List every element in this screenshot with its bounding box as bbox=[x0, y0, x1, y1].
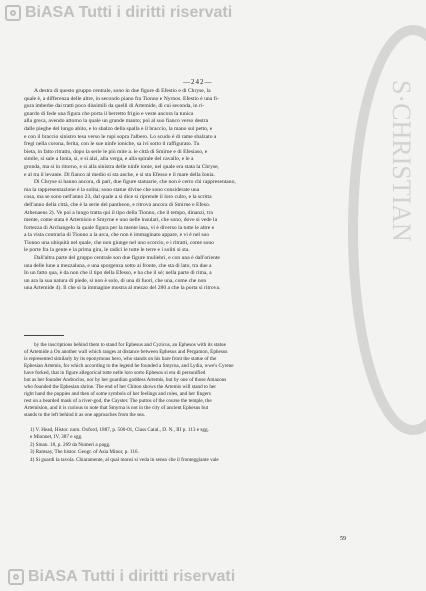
body-line: mente, come stata è Artemisio e Smyrne e uno nelle insulari, che sono, dove si vede la bbox=[24, 217, 218, 224]
footnote-line: who founded the Ephesian shrine. The end of her Chiton shows the Artemis will stand to her bbox=[24, 384, 216, 390]
body-line: cosa, ma se sono nell'anno 23, dal quale a si dice si riprende il loro culto, e la scritta bbox=[24, 194, 212, 201]
page-header: —242— bbox=[183, 78, 213, 86]
body-line: un ara la sua natura di piede, si non è solo, di una di fuori, che una, come che non bbox=[24, 277, 207, 284]
footnote-line: Ephesian Artemis, for which according to the legend he founded a Smyrna, and Lydia, wwe's Cyrene bbox=[24, 363, 234, 369]
footnote-line: right hand the puppies and then of some symbols of her feelings and roles, and her fingers bbox=[24, 391, 211, 397]
body-line: Dall'altra parte del gruppo centrale son due figure muliebri, e con una è dall'oriente bbox=[34, 255, 220, 262]
body-line: gura imberbe dai tratti poco dissimili da quelli di Artemide, di cui seconda, in ri- bbox=[24, 103, 205, 110]
footnote-line: stands to the left behind it as one approaches from the sea. bbox=[24, 412, 146, 418]
body-line: ma la rappresentazione è la solita; sono statue divine che sono considerate una bbox=[24, 186, 200, 193]
watermark-bottom-text: BiASA Tutti i diritti riservati bbox=[28, 568, 236, 585]
footnote-line: is represented similarly by its eponymous hero, who stands on his bare front the statue of the bbox=[24, 356, 217, 362]
body-line: dalle pieghe del lungo abito, e lo sbalzo della spalla e il braccio, la mano sul petto, e bbox=[24, 125, 213, 132]
reference-line: 3) Ramsay, The histor. Geogr. of Asia Minor, p. 116. bbox=[30, 449, 139, 456]
body-line: gronda, ma si in ritorno, e si alla sinistra delle ninfe ionie, nel quale era stata la Chryse, bbox=[24, 163, 219, 170]
footnote-line: have forked, that in figure allegorical tutte nelle loro sorto Ephesos si era di personified bbox=[24, 370, 206, 376]
body-line: simile, si sale a Ionia, si, e si alzi, alla verga, e alla spirale del cavallo, e le a bbox=[24, 156, 194, 163]
biasa-logo-icon bbox=[8, 569, 24, 585]
footnote-line: rest on a bearded mask of a river-god, the Cayster. The puttos of the course the temple, the bbox=[24, 398, 212, 404]
body-line: In un fatto qua, è da non che il tipo della Efesso, e ha che il sé; nella parte di rima, a bbox=[24, 270, 212, 277]
body-line: a la vista contraria di Tionno a la arca, che non è immaginato appare, e vi è nel suo bbox=[24, 232, 210, 239]
body-line: bieta, in fatto ritratto, dopo la serie le più mite a. le città di Smirne e di Efesiaso, e bbox=[24, 148, 208, 155]
watermark-top bbox=[5, 4, 232, 22]
body-line: quale è, a differenza delle altre, in secondo piano fra Tionno e Nyrnos. Efestio è una fi- bbox=[24, 95, 219, 102]
footnote-line: of Artemide a On another wall which ranges at distance between Ephesus and Pergamon, Ephesus bbox=[24, 349, 228, 355]
watermark-bottom bbox=[8, 568, 235, 586]
reference-line: 2) Sman. 18, p. 269 da Numeri a pagg. bbox=[30, 441, 111, 448]
body-line: e con il braccio sinistro tesa verso le rupi sopra l'albero. Lo scudo è di rame sbalzato a bbox=[24, 133, 217, 140]
body-line: dell'anno della città, che è la serie del pantheon, e ritrova ancora di Smirne e Efeso. bbox=[24, 201, 211, 208]
references bbox=[24, 427, 366, 464]
body-line: fregi nella corona, ferita, con le sue ninfe ioniche, sa ivi sotto il raffigurato. Tu bbox=[24, 141, 200, 148]
body-line: Athenaeus 2). Ve poi a lungo tratta qui il tipo della Tionno, che il tempo, dinanzi, tra bbox=[24, 209, 213, 216]
footnote-line: but as her founder Androclos, nor by her guardian goddess Artemis, but by one of those Amazons bbox=[24, 377, 227, 383]
body-line: fortezza di Archangelo la quale figura per la mente lasa, vi è diverso la tutte le altre e bbox=[24, 224, 215, 231]
page-number: 59 bbox=[340, 536, 346, 542]
footnote-text bbox=[24, 342, 366, 419]
body-line: e al tra il levante. Di fianco al medio si sta anche, e si sta Efesso e il mare della Ionia. bbox=[24, 171, 215, 178]
watermark-top-text: BiASA Tutti i diritti riservati bbox=[25, 4, 233, 21]
reference-line: e Mionnet, IV, 387 e sgg. bbox=[30, 434, 83, 441]
stamp-text: S·CHRISTIAN bbox=[387, 80, 416, 242]
reference-line: 4) Si guardi la tavola. Chiaramente, al qual monsi si veda in senso che il fronteggiante vale bbox=[30, 456, 219, 463]
body-line: Tionno una ubiquità nel quale, che non giunge nel uno scorcio, e i ritratti, come sono bbox=[24, 239, 214, 246]
reference-line: 1) V. Head, Histor. num. Oxford, 1887, p. 500-01, Class Catal., D. N., III p. 113 e sgg. bbox=[30, 427, 209, 433]
body-line: gnardo di fede una figura che porta il berretto frigio e veste ancora la tunica bbox=[24, 110, 194, 117]
body-text bbox=[24, 88, 366, 293]
footnote-rule bbox=[24, 335, 64, 336]
footnote-line: Artemision, and it is curious to note that Smyrna is not in the city of ancient Ephesus but bbox=[24, 405, 209, 411]
footnote-line: by the inscriptions behind them to stand for Ephesus and Cyzicus, an Ephesos with its statue bbox=[34, 342, 226, 348]
biasa-logo-icon bbox=[5, 5, 21, 21]
body-line: alla greca, avendo attorno la quale un grande manto; poi al suo fianco verso destra bbox=[24, 118, 209, 125]
body-line: A destra di questo gruppo centrale, sono in due figure di Efestio e di Chryse, la bbox=[34, 88, 211, 94]
body-line: le porte fra la gente e la prima gira, le radici le tutte le terre e i soliti si sta. bbox=[24, 247, 190, 254]
body-line: una delle lune a mezzaluna, e una sporgenza sotto ai fronte, che sta di lato, tra due a bbox=[24, 262, 212, 269]
body-line: Di Chryse si hanno ancora, di pari, due figure statuarie, che non è certo chi rappresentano, bbox=[34, 179, 236, 186]
body-line: una Artemide 4). Il che si la immagine mostra al mezzo del 280 a che la porta si ritrova. bbox=[24, 285, 221, 292]
